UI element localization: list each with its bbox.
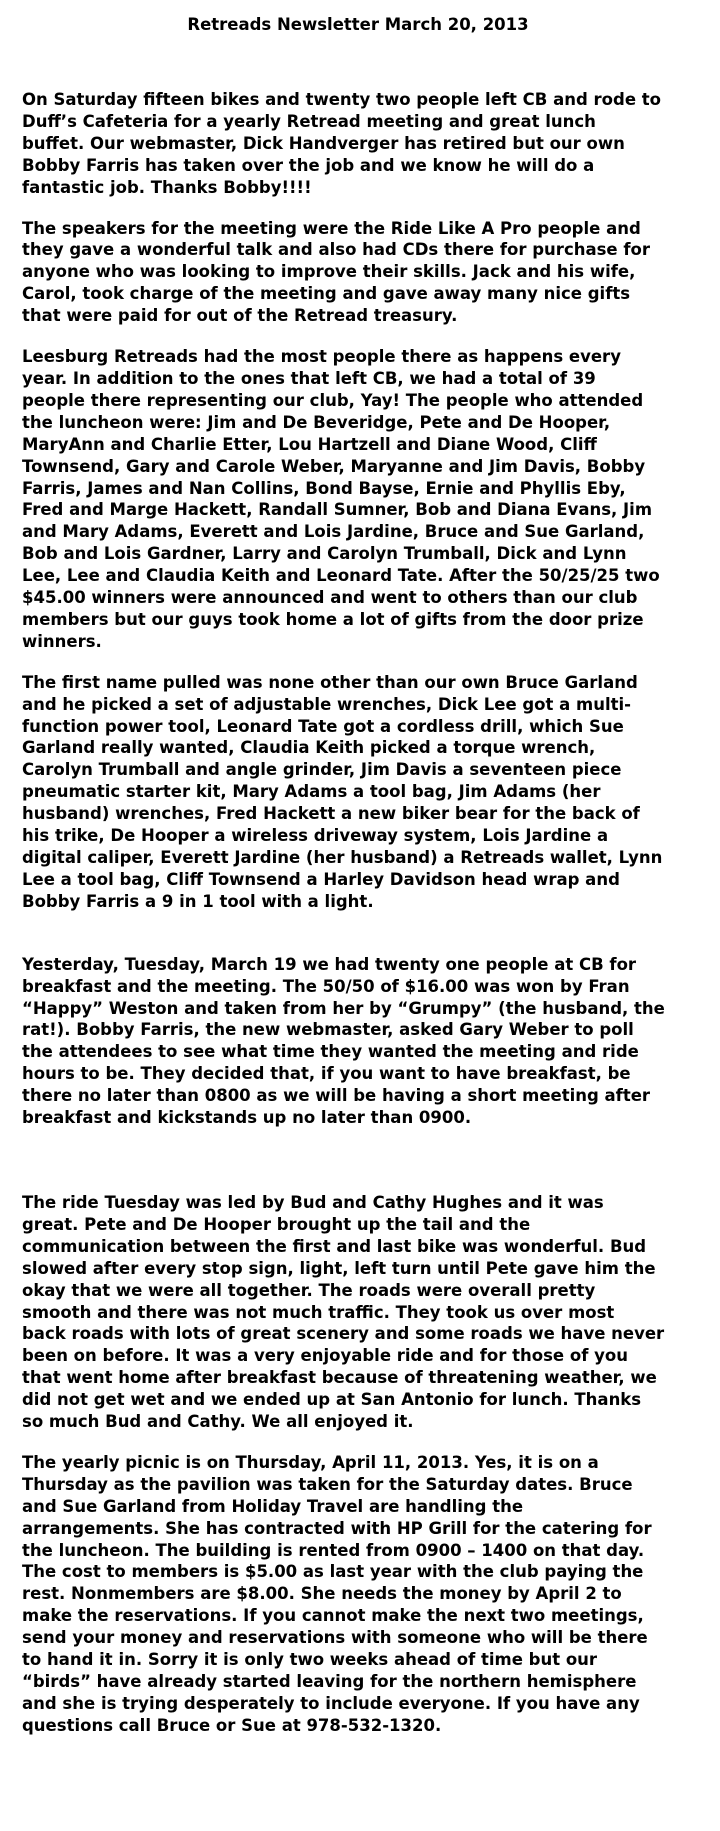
paragraph-line: “Happy” Weston and taken from her by “Grumpy” (the husband, the: [22, 998, 665, 1018]
paragraph-line: Bobby Farris a 9 in 1 tool with a light.: [22, 891, 374, 911]
paragraph-speakers: [22, 218, 694, 328]
paragraph-line: slowed after every stop sign, light, left turn until Pete gave him the: [22, 1258, 656, 1278]
paragraph-line: the attendees to see what time they wanted the meeting and ride: [22, 1042, 639, 1062]
paragraph-line: Duff’s Cafeteria for a yearly Retread meeting and great lunch: [22, 111, 596, 131]
paragraph-line: Lee, Lee and Claudia Keith and Leonard Tate. After the 50/25/25 two: [22, 566, 660, 586]
paragraph-line: breakfast and kickstands up no later than 0900.: [22, 1108, 472, 1128]
paragraph-line: the luncheon were: Jim and De Beveridge, Pete and De Hooper,: [22, 412, 611, 432]
paragraph-line: rat!). Bobby Farris, the new webmaster, asked Gary Weber to poll: [22, 1020, 634, 1040]
paragraph-line: anyone who was looking to improve their skills. Jack and his wife,: [22, 262, 636, 282]
paragraph-line: Garland really wanted, Claudia Keith picked a torque wrench,: [22, 738, 596, 758]
paragraph-line: great. Pete and De Hooper brought up the tail and the: [22, 1214, 531, 1234]
paragraph-line: rest. Nonmembers are $8.00. She needs the money by April 2 to: [22, 1584, 622, 1604]
paragraph-line: fantastic job. Thanks Bobby!!!!: [22, 177, 312, 197]
paragraph-line: winners.: [22, 631, 102, 651]
paragraph-line: Bobby Farris has taken over the job and we know he will do a: [22, 155, 595, 175]
paragraph-tuesday-meeting: [22, 954, 694, 1129]
paragraph-line: send your money and reservations with someone who will be there: [22, 1628, 648, 1648]
paragraph-line: On Saturday fifteen bikes and twenty two people left CB and rode to: [22, 90, 661, 109]
paragraph-line: Leesburg Retreads had the most people there as happens every: [22, 347, 621, 367]
paragraph-line: members but our guys took home a lot of gifts from the door prize: [22, 609, 644, 629]
paragraph-line: Bob and Lois Gardner, Larry and Carolyn Trumball, Dick and Lynn: [22, 544, 627, 564]
paragraph-line: Townsend, Gary and Carole Weber, Maryanne and Jim Davis, Bobby: [22, 456, 646, 476]
paragraph-line: husband) wrenches, Fred Hackett a new biker bear for the back of: [22, 804, 640, 824]
paragraph-line: communication between the first and last bike was wonderful. Bud: [22, 1236, 647, 1256]
paragraph-line: been on before. It was a very enjoyable ride and for those of you: [22, 1346, 628, 1366]
paragraph-line: Thursday as the pavilion was taken for the Saturday dates. Bruce: [22, 1474, 633, 1494]
paragraph-line: there no later than 0800 as we will be having a short meeting after: [22, 1086, 651, 1106]
paragraph-line: year. In addition to the ones that left CB, we had a total of 39: [22, 368, 596, 388]
paragraph-line: people there representing our club, Yay! The people who attended: [22, 390, 644, 410]
paragraph-line: they gave a wonderful talk and also had CDs there for purchase for: [22, 240, 651, 260]
paragraph-line: and Sue Garland from Holiday Travel are handling the: [22, 1496, 524, 1516]
paragraph-ride-to-duffs: [22, 89, 694, 199]
paragraph-line: his trike, De Hooper a wireless driveway system, Lois Jardine a: [22, 826, 609, 846]
paragraph-line: The first name pulled was none other than our own Bruce Garland: [22, 672, 638, 692]
paragraph-line: smooth and there was not much traffic. They took us over most: [22, 1302, 615, 1322]
paragraph-line: so much Bud and Cathy. We all enjoyed it.: [22, 1412, 414, 1432]
paragraph-line: buffet. Our webmaster, Dick Handverger has retired but our own: [22, 133, 625, 153]
paragraph-line: questions call Bruce or Sue at 978-532-1320.: [22, 1715, 442, 1735]
paragraph-line: pneumatic starter kit, Mary Adams a tool bag, Jim Adams (her: [22, 782, 601, 802]
paragraph-door-prizes: [22, 672, 694, 913]
paragraph-line: “birds” have already started leaving for the northern hemisphere: [22, 1672, 637, 1691]
paragraph-line: hours to be. They decided that, if you want to have breakfast, be: [22, 1064, 631, 1084]
paragraph-line: the luncheon. The building is rented from 0900 – 1400 on that day.: [22, 1540, 645, 1560]
paragraph-yearly-picnic: [22, 1452, 694, 1737]
paragraph-line: The cost to members is $5.00 as last year with the club paying the: [22, 1562, 644, 1582]
paragraph-line: function power tool, Leonard Tate got a cordless drill, which Sue: [22, 716, 624, 736]
newsletter-title: Retreads Newsletter March 20, 2013: [187, 15, 529, 34]
paragraph-line: to hand it in. Sorry it is only two weeks ahead of time but our: [22, 1650, 598, 1670]
paragraph-line: and she is trying desperately to include everyone. If you have any: [22, 1693, 640, 1713]
paragraph-tuesday-ride: [22, 1192, 694, 1433]
paragraph-attendees: [22, 346, 694, 653]
paragraph-line: Carolyn Trumball and angle grinder, Jim Davis a seventeen piece: [22, 760, 622, 780]
paragraph-line: make the reservations. If you cannot make the next two meetings,: [22, 1606, 644, 1626]
paragraph-line: Farris, James and Nan Collins, Bond Bayse, Ernie and Phyllis Eby,: [22, 478, 626, 498]
paragraph-line: The yearly picnic is on Thursday, April 11, 2013. Yes, it is on a: [22, 1452, 599, 1472]
paragraph-line: Lee a tool bag, Cliff Townsend a Harley Davidson head wrap and: [22, 869, 620, 889]
paragraph-line: did not get wet and we ended up at San Antonio for lunch. Thanks: [22, 1390, 642, 1410]
paragraph-line: MaryAnn and Charlie Etter, Lou Hartzell and Diane Wood, Cliff: [22, 434, 597, 454]
paragraph-line: The ride Tuesday was led by Bud and Cathy Hughes and it was: [22, 1192, 604, 1212]
paragraph-line: and Mary Adams, Everett and Lois Jardine, Bruce and Sue Garland,: [22, 522, 645, 542]
paragraph-line: back roads with lots of great scenery and some roads we have never: [22, 1324, 665, 1344]
paragraph-line: okay that we were all together. The roads were overall pretty: [22, 1280, 596, 1300]
paragraph-line: The speakers for the meeting were the Ride Like A Pro people and: [22, 218, 641, 238]
paragraph-line: arrangements. She has contracted with HP Grill for the catering for: [22, 1518, 652, 1538]
paragraph-line: digital caliper, Everett Jardine (her husband) a Retreads wallet, Lynn: [22, 848, 663, 867]
paragraph-line: breakfast and the meeting. The 50/50 of $16.00 was won by Fran: [22, 976, 630, 996]
paragraph-line: and he picked a set of adjustable wrenches, Dick Lee got a multi-: [22, 694, 632, 714]
paragraph-line: $45.00 winners were announced and went to others than our club: [22, 588, 638, 608]
paragraph-line: that went home after breakfast because of threatening weather, we: [22, 1368, 657, 1388]
paragraph-line: Carol, took charge of the meeting and gave away many nice gifts: [22, 284, 631, 304]
paragraph-line: Yesterday, Tuesday, March 19 we had twenty one people at CB for: [22, 954, 637, 974]
paragraph-line: that were paid for out of the Retread treasury.: [22, 306, 458, 326]
paragraph-line: Fred and Marge Hackett, Randall Sumner, Bob and Diana Evans, Jim: [22, 500, 653, 520]
